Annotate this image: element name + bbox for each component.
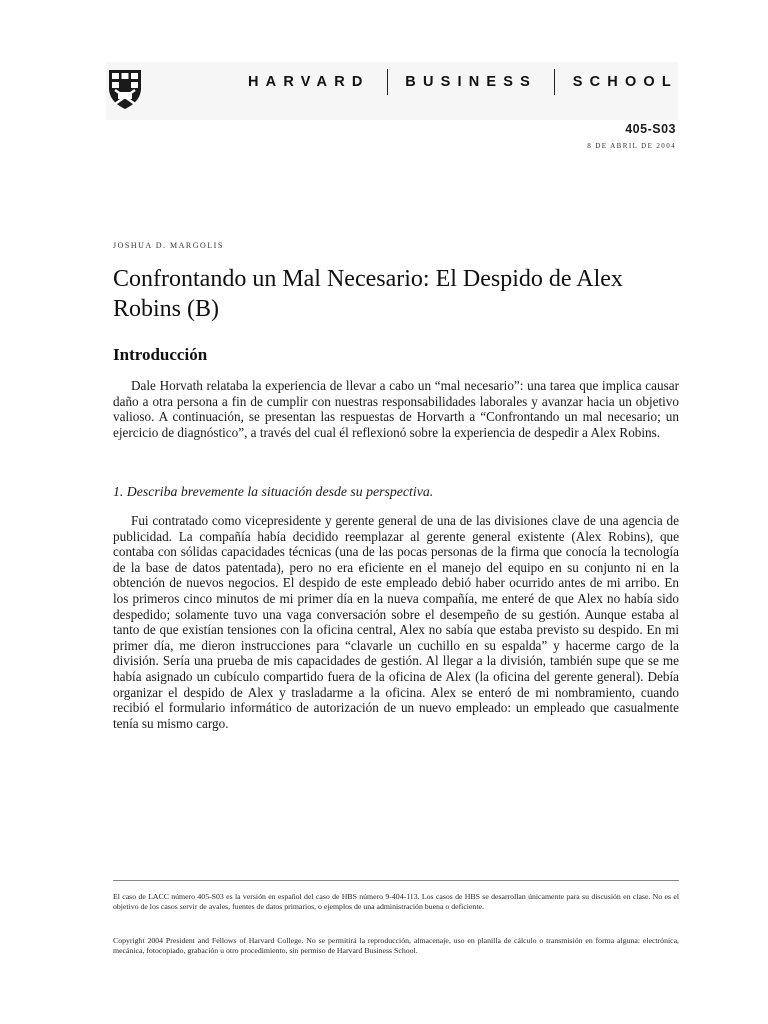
case-number: 405-S03 xyxy=(625,122,676,136)
footnote-case-note: El caso de LACC número 405-S03 es la versión en español del caso de HBS número 9-404-113. Los casos de HBS se desarrollan únicamente para su discusión en clase. No es el objetivo de los casos servir de avales, fuentes de datos primarios, o ejemplos de una administración buena o deficiente. xyxy=(113,892,679,912)
footnote-divider xyxy=(113,880,679,881)
document-title: Confrontando un Mal Necesario: El Despido de Alex Robins (B) xyxy=(113,266,623,322)
harvard-shield-icon xyxy=(107,68,143,110)
masthead-separator xyxy=(554,69,555,95)
intro-paragraph: Dale Horvath relataba la experiencia de llevar a cabo un “mal necesario”: una tarea que implica causar daño a otra persona a fin de cumplir con nuestras responsabilidades laborales y avanzar hacia un objetivo valioso. A continuación, se presentan las respuestas de Horvarth a “Confrontando un mal necesario; un ejercicio de diagnóstico”, a través del cual él reflexionó sobre la experiencia de despedir a Alex Robins. xyxy=(113,378,679,440)
masthead-word-harvard: HARVARD xyxy=(248,74,370,90)
question-heading: 1. Describa brevemente la situación desde su perspectiva. xyxy=(113,484,434,499)
masthead-word-business: BUSINESS xyxy=(405,74,538,90)
masthead xyxy=(248,69,678,95)
masthead-separator xyxy=(387,69,388,95)
case-date: 8 DE ABRIL DE 2004 xyxy=(587,142,676,150)
answer-paragraph: Fui contratado como vicepresidente y gerente general de una de las divisiones clave de una agencia de publicidad. La compañía había decidido reemplazar al gerente general existente (Alex Robins), que contaba con sólidas capacidades técnicas (una de las pocas personas de la firma que conocía la tecnología de la base de datos patentada), pero no era eficiente en el manejo del equipo en su conjunto ni en la obtención de nuevos negocios. El despido de este empleado debió haber ocurrido antes de mi arribo. En los primeros cinco minutos de mi primer día en la nueva compañía, me enteré de que Alex no había sido despedido; solamente tuvo una vaga conversación sobre el desempeño de su gestión. Aunque estaba al tanto de que existían tensiones con la oficina central, Alex no sabía que estaba previsto su despido. En mi primer día, me dieron instrucciones para “clavarle un cuchillo en su espalda” y hacerme cargo de la división. Sería una prueba de mis capacidades de gestión. Al llegar a la división, también supe que se me había asignado un cubículo compartido fuera de la oficina de Alex (la oficina del gerente general). Debía organizar el despido de Alex y trasladarme a la oficina. Alex se enteró de mi nombramiento, cuando recibió el formulario informático de autorización de un nuevo empleado: un empleado que casualmente tenía su mismo cargo. xyxy=(113,513,679,731)
section-heading: Introducción xyxy=(113,345,208,364)
author: JOSHUA D. MARGOLIS xyxy=(113,241,224,250)
footnote-copyright: Copyright 2004 President and Fellows of Harvard College. No se permitirá la reproducción, almacenaje, uso en planilla de cálculo o transmisión en forma alguna: electrónica, mecánica, fotocopiado, grabación u otro procedimiento, sin permiso de Harvard Business School. xyxy=(113,936,679,956)
masthead-word-school: SCHOOL xyxy=(572,74,678,90)
